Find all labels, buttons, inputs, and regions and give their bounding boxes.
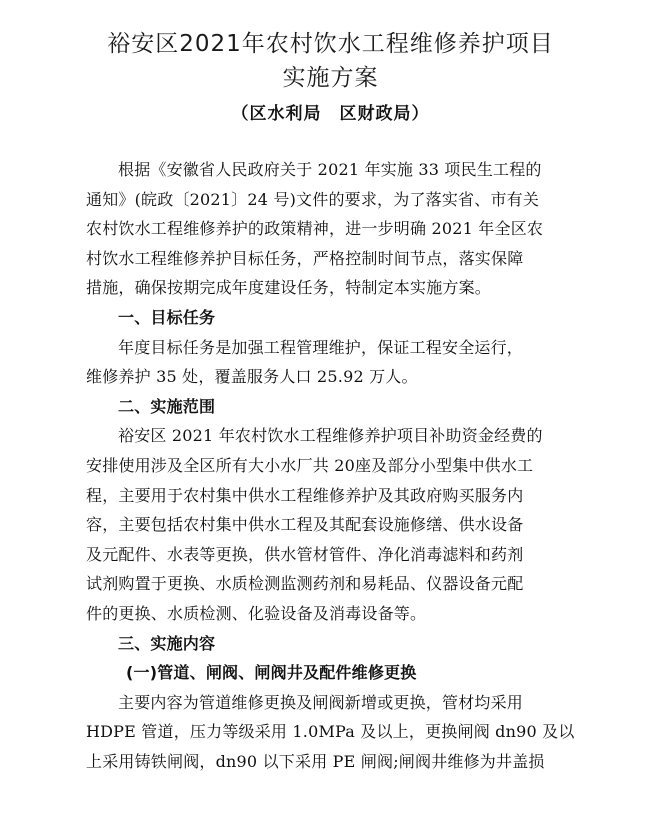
subsection-heading: (一)管道、闸阀、闸阀井及配件维修更换 bbox=[126, 663, 417, 683]
para-line: 程，主要用于农村集中供水工程维修养护及其政府购买服务内 bbox=[86, 485, 524, 505]
para-line: HDPE 管道，压力等级采用 1.0MPa 及以上，更换闸阀 dn90 及以 bbox=[86, 722, 575, 742]
para-line: 试剂购置于更换、水质检测监测药剂和易耗品、仪器设备元配 bbox=[86, 574, 524, 594]
para-line: 农村饮水工程维修养护的政策精神，进一步明确 2021 年全区农 bbox=[86, 219, 544, 239]
para-line: 安排使用涉及全区所有大小水厂共 20座及部分小型集中供水工 bbox=[86, 455, 534, 475]
para-line: 通知》(皖政〔2021〕24 号)文件的要求，为了落实省、市有关 bbox=[86, 189, 540, 209]
para-line: 措施，确保按期完成年度建设任务，特制定本实施方案。 bbox=[86, 278, 492, 298]
para-line: 裕安区 2021 年农村饮水工程维修养护项目补助资金经费的 bbox=[118, 426, 543, 446]
doc-title-line2: 实施方案 bbox=[282, 65, 379, 91]
para-line: 上采用铸铁闸阀，dn90 以下采用 PE 闸阀;闸阀井维修为井盖损 bbox=[86, 751, 545, 771]
doc-subtitle: （区水利局 区财政局） bbox=[231, 104, 430, 124]
para-line: 年度目标任务是加强工程管理维护，保证工程安全运行， bbox=[118, 337, 524, 357]
section-heading: 一、目标任务 bbox=[118, 307, 216, 327]
section-heading: 三、实施内容 bbox=[118, 633, 216, 653]
para-line: 件的更换、水质检测、化验设备及消毒设备等。 bbox=[86, 603, 427, 623]
para-line: 根据《安徽省人民政府关于 2021 年实施 33 项民生工程的 bbox=[118, 160, 542, 179]
para-line: 村饮水工程维修养护目标任务，严格控制时间节点，落实保障 bbox=[86, 248, 524, 268]
para-line: 主要内容为管道维修更换及闸阀新增或更换，管材均采用 bbox=[118, 692, 524, 712]
section-heading: 二、实施范围 bbox=[118, 396, 216, 416]
para-line: 及元配件、水表等更换，供水管材管件、净化消毒滤料和药剂 bbox=[86, 544, 524, 564]
doc-title-line1: 裕安区2021年农村饮水工程维修养护项目 bbox=[107, 31, 554, 57]
doc-body bbox=[86, 155, 606, 776]
para-line: 容，主要包括农村集中供水工程及其配套设施修缮、供水设备 bbox=[86, 515, 524, 535]
para-line: 维修养护 35 处，覆盖服务人口 25.92 万人。 bbox=[86, 367, 418, 387]
